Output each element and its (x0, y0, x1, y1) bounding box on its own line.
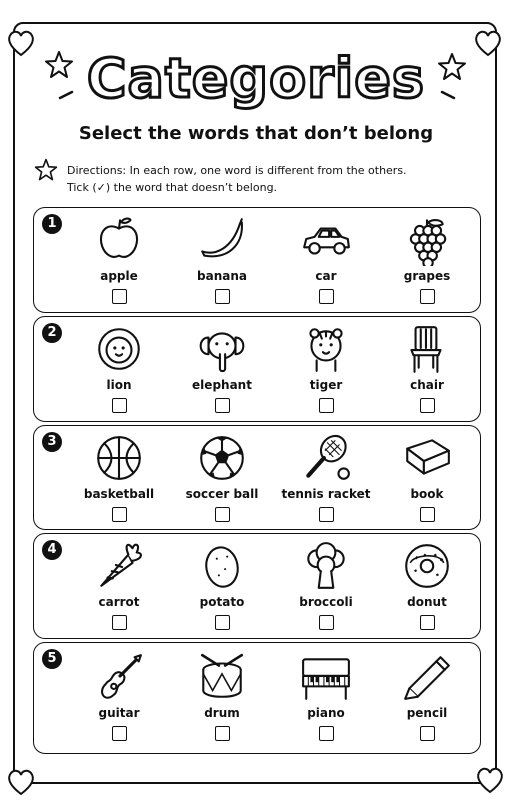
tick-checkbox[interactable] (319, 398, 334, 413)
word-label: apple (100, 269, 138, 283)
tennis-racket-icon (300, 432, 352, 484)
apple-icon (93, 214, 145, 266)
category-row (33, 642, 481, 754)
word-label: book (410, 487, 444, 501)
tick-checkbox[interactable] (420, 615, 435, 630)
word-label: carrot (98, 595, 140, 609)
word-label: broccoli (299, 595, 353, 609)
word-option (372, 432, 482, 522)
tick-checkbox[interactable] (215, 726, 230, 741)
word-label: tiger (309, 378, 343, 392)
tick-checkbox[interactable] (215, 507, 230, 522)
word-option (271, 323, 381, 413)
page-title: Categories (86, 47, 426, 110)
word-option (372, 323, 482, 413)
word-option (372, 214, 482, 304)
car-icon (300, 214, 352, 266)
tick-checkbox[interactable] (112, 726, 127, 741)
word-option (64, 323, 174, 413)
word-option (271, 540, 381, 630)
tick-checkbox[interactable] (319, 507, 334, 522)
category-row (33, 533, 481, 639)
grapes-icon (401, 214, 453, 266)
heart-icon (472, 27, 504, 59)
word-label: potato (199, 595, 245, 609)
tiger-icon (300, 323, 352, 375)
heart-icon (474, 764, 506, 796)
tick-checkbox[interactable] (112, 615, 127, 630)
basketball-icon (93, 432, 145, 484)
elephant-icon (196, 323, 248, 375)
word-label: chair (410, 378, 444, 392)
drum-icon (196, 651, 248, 703)
word-label: drum (204, 706, 240, 720)
row-number-badge: 3 (42, 432, 62, 452)
word-label: elephant (192, 378, 252, 392)
tick-checkbox[interactable] (215, 289, 230, 304)
tick-checkbox[interactable] (420, 507, 435, 522)
word-option (271, 651, 381, 741)
word-option (167, 214, 277, 304)
word-label: soccer ball (185, 487, 259, 501)
word-label: basketball (83, 487, 155, 501)
row-number-badge: 5 (42, 649, 62, 669)
word-option (64, 540, 174, 630)
banana-icon (196, 214, 248, 266)
broccoli-icon (300, 540, 352, 592)
directions-line1: In each row, one word is different from the others. (129, 164, 407, 177)
word-option (64, 214, 174, 304)
potato-icon (196, 540, 248, 592)
tick-checkbox[interactable] (112, 507, 127, 522)
tick-checkbox[interactable] (319, 726, 334, 741)
star-icon (34, 158, 58, 182)
tick-checkbox[interactable] (215, 398, 230, 413)
word-option (372, 651, 482, 741)
tick-checkbox[interactable] (420, 726, 435, 741)
word-label: piano (307, 706, 345, 720)
row-number-badge: 2 (42, 323, 62, 343)
word-label: pencil (406, 706, 448, 720)
tick-checkbox[interactable] (420, 398, 435, 413)
word-option (372, 540, 482, 630)
word-label: grapes (403, 269, 451, 283)
tick-checkbox[interactable] (112, 289, 127, 304)
chair-icon (401, 323, 453, 375)
category-row (33, 425, 481, 530)
donut-icon (401, 540, 453, 592)
directions-label: Directions: (67, 164, 127, 177)
category-row (33, 207, 481, 313)
word-option (64, 651, 174, 741)
word-option (167, 432, 277, 522)
word-label: banana (197, 269, 247, 283)
row-number-badge: 1 (42, 214, 62, 234)
word-option (64, 432, 174, 522)
word-option (271, 432, 381, 522)
piano-icon (300, 651, 352, 703)
tick-checkbox[interactable] (112, 398, 127, 413)
tick-checkbox[interactable] (215, 615, 230, 630)
tick-checkbox[interactable] (319, 289, 334, 304)
category-row (33, 316, 481, 422)
word-option (271, 214, 381, 304)
guitar-icon (93, 651, 145, 703)
title-banner (70, 38, 442, 120)
tick-checkbox[interactable] (319, 615, 334, 630)
directions-line2: Tick (✓) the word that doesn’t belong. (67, 181, 278, 194)
word-label: tennis racket (281, 487, 371, 501)
word-label: lion (106, 378, 132, 392)
word-option (167, 540, 277, 630)
word-label: donut (407, 595, 447, 609)
tick-checkbox[interactable] (420, 289, 435, 304)
lion-icon (93, 323, 145, 375)
book-icon (401, 432, 453, 484)
heart-icon (5, 27, 37, 59)
pencil-icon (401, 651, 453, 703)
heart-icon (5, 766, 37, 798)
word-label: guitar (98, 706, 140, 720)
directions (67, 162, 407, 196)
soccer-ball-icon (196, 432, 248, 484)
word-option (167, 651, 277, 741)
page-subtitle: Select the words that don’t belong (78, 123, 434, 144)
word-label: car (315, 269, 337, 283)
carrot-icon (93, 540, 145, 592)
word-option (167, 323, 277, 413)
row-number-badge: 4 (42, 540, 62, 560)
